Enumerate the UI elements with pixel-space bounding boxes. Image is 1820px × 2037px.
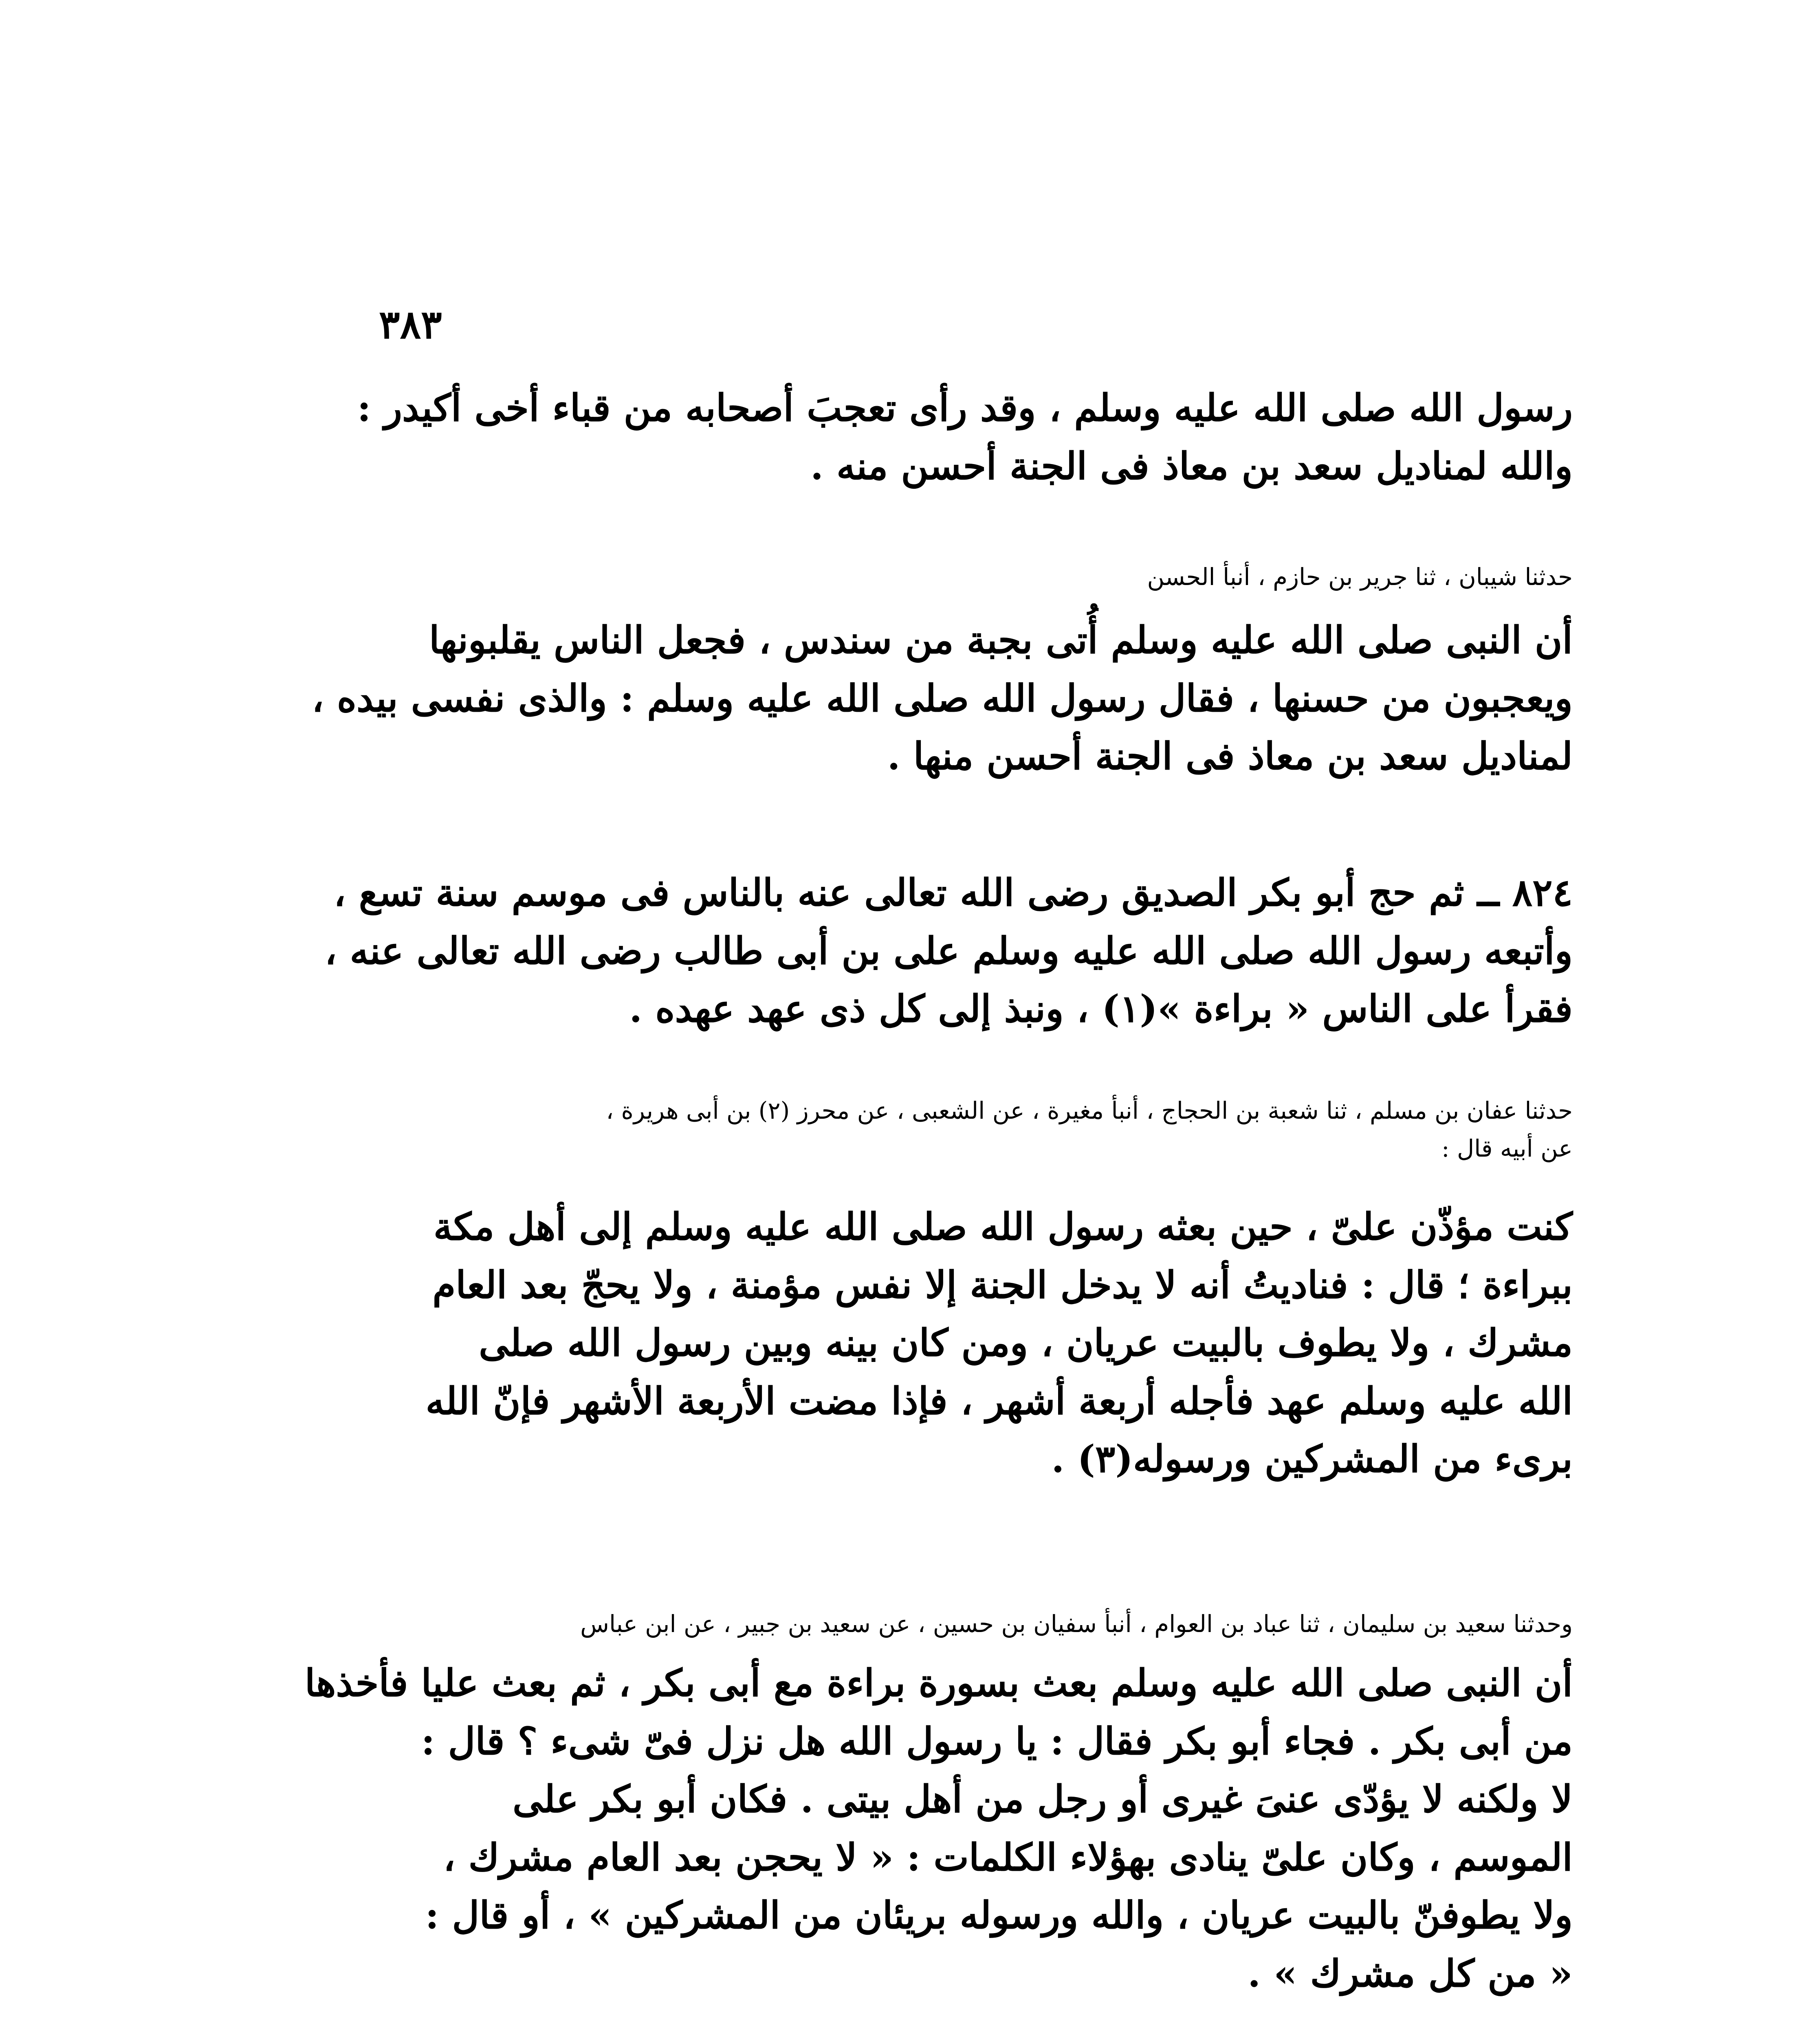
page-number: ٣٨٣ bbox=[379, 301, 442, 348]
text-line: والله لمناديل سعد بن معاذ فى الجنة أحسن منه . bbox=[810, 444, 1573, 488]
isnad-line: وحدثنا سعيد بن سليمان ، ثنا عباد بن العوام ، أنبأ سفيان بن حسين ، عن سعيد بن جبير ، عن ابن عباس bbox=[580, 1610, 1573, 1638]
text-line: ببراءة ؛ قال : فناديتُ أنه لا يدخل الجنة إلا نفس مؤمنة ، ولا يحجّ بعد العام bbox=[432, 1263, 1573, 1307]
hadith-paragraph bbox=[391, 1198, 1573, 1488]
text-line: أن النبى صلى الله عليه وسلم أُتى بجبة من سندس ، فجعل الناس يقلبونها bbox=[429, 618, 1573, 662]
text-line: لمناديل سعد بن معاذ فى الجنة أحسن منها . bbox=[887, 734, 1573, 779]
text-line: رسول الله صلى الله عليه وسلم ، وقد رأى تعجبَ أصحابه من قباء أخى أكيدر : bbox=[357, 386, 1573, 430]
text-line: ٨٢٤ ــ ثم حج أبو بكر الصديق رضى الله تعالى عنه بالناس فى موسم سنة تسع ، bbox=[334, 871, 1573, 915]
numbered-paragraph-824 bbox=[324, 864, 1573, 1038]
text-line: الموسم ، وكان علىّ ينادى بهؤلاء الكلمات : « لا يحجن بعد العام مشرك ، bbox=[443, 1835, 1573, 1879]
isnad-chain bbox=[391, 558, 1573, 596]
text-line: فقرأ على الناس « براءة »(١) ، ونبذ إلى كل ذى عهد عهده . bbox=[629, 987, 1573, 1031]
text-line: ولا يطوفنّ بالبيت عريان ، والله ورسوله بريئان من المشركين » ، أو قال : bbox=[425, 1893, 1573, 1938]
text-line: الله عليه وسلم عهد فأجله أربعة أشهر ، فإذا مضت الأربعة الأشهر فإنّ الله bbox=[425, 1379, 1573, 1423]
text-line: كنت مؤذّن علىّ ، حين بعثه رسول الله صلى الله عليه وسلم إلى أهل مكة bbox=[433, 1205, 1573, 1249]
text-line: وأتبعه رسول الله صلى الله عليه وسلم على بن أبى طالب رضى الله تعالى عنه ، bbox=[324, 928, 1573, 973]
text-line: « من كل مشرك » . bbox=[1248, 1951, 1573, 1995]
continuation-paragraph bbox=[357, 379, 1573, 495]
text-line: لا ولكنه لا يؤدّى عنىَ غيرى أو رجل من أهل بيتى . فكان أبو بكر على bbox=[513, 1777, 1573, 1821]
text-line: برىء من المشركين ورسوله(٣) . bbox=[1051, 1437, 1573, 1481]
text-line: من أبى بكر . فجاء أبو بكر فقال : يا رسول الله هل نزل فىّ شىء ؟ قال : bbox=[421, 1719, 1573, 1763]
hadith-paragraph bbox=[304, 1654, 1573, 2003]
isnad-chain bbox=[391, 1605, 1573, 1643]
isnad-line: حدثنا شيبان ، ثنا جرير بن حازم ، أنبأ الحسن bbox=[1147, 563, 1573, 591]
isnad-line: عن أبيه قال : bbox=[1441, 1134, 1573, 1162]
isnad-line: حدثنا عفان بن مسلم ، ثنا شعبة بن الحجاج ، أنبأ مغيرة ، عن الشعبى ، عن محرز (٢) بن أبى هريرة ، bbox=[606, 1097, 1573, 1124]
text-line: مشرك ، ولا يطوف بالبيت عريان ، ومن كان بينه وبين رسول الله صلى bbox=[479, 1321, 1573, 1365]
text-line: أن النبى صلى الله عليه وسلم بعث بسورة براءة مع أبى بكر ، ثم بعث عليا فأخذها bbox=[304, 1661, 1573, 1705]
text-line: ويعجبون من حسنها ، فقال رسول الله صلى الله عليه وسلم : والذى نفسى بيده ، bbox=[312, 676, 1573, 720]
isnad-chain bbox=[391, 1092, 1573, 1168]
hadith-paragraph bbox=[312, 611, 1573, 785]
